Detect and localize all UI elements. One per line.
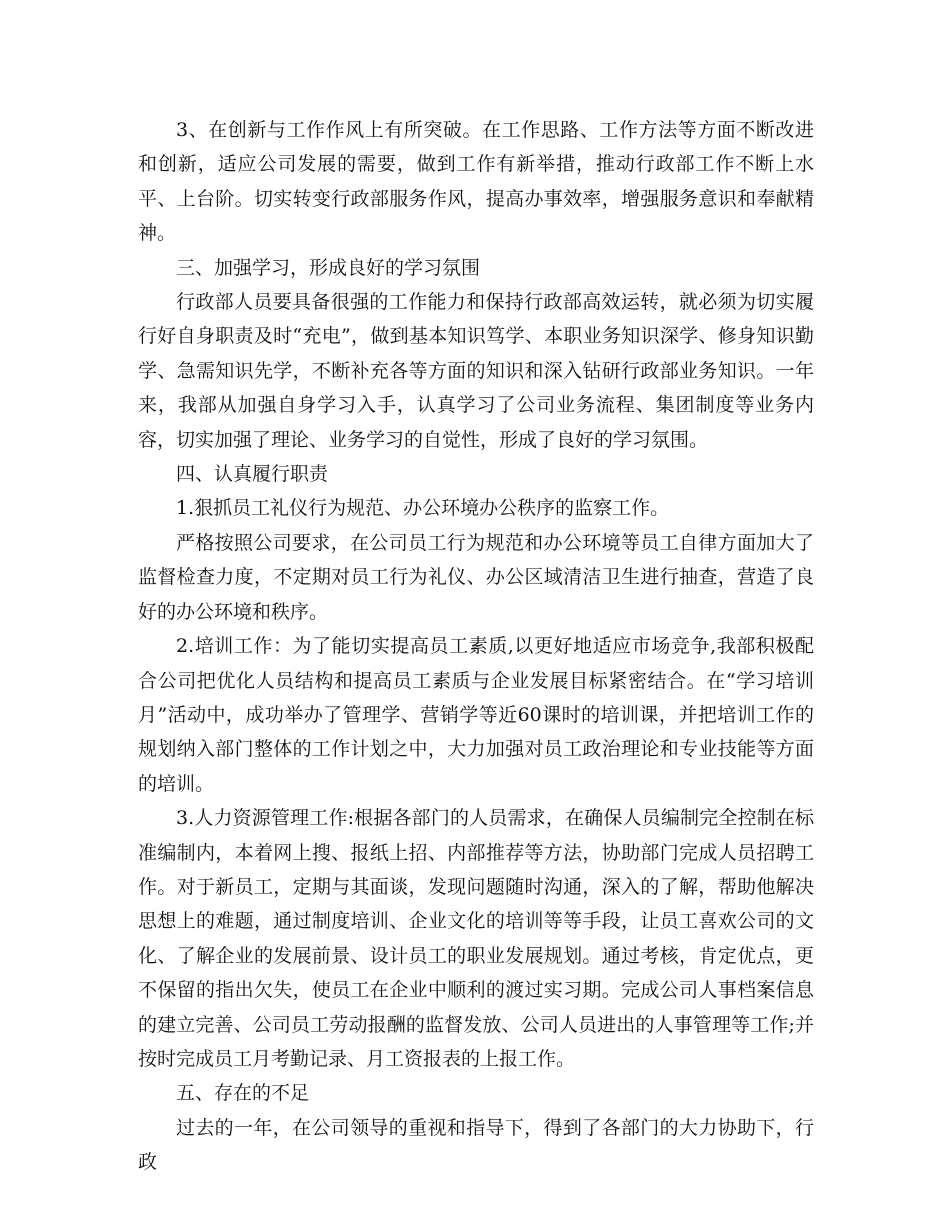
paragraph-etiquette: 严格按照公司要求，在公司员工行为规范和办公环境等员工自律方面加大了监督检查力度，不定期对员工行为礼仪、办公区域清洁卫生进行抽查，营造了良好的办公环境和秩序。: [138, 531, 814, 623]
document-body: [138, 113, 814, 1180]
section-heading-shortcomings: 五、存在的不足: [176, 1082, 310, 1105]
section-heading-learning: 三、加强学习，形成良好的学习氛围: [176, 256, 481, 279]
paragraph-innovation: 3、在创新与工作作风上有所突破。在工作思路、工作方法等方面不断改进和创新，适应公司发展的需要，做到工作有新举措，推动行政部工作不断上水平、上台阶。切实转变行政部服务作风，提高办事效率，增强服务意识和奉献精神。: [138, 119, 814, 245]
section-heading-duties: 四、认真履行职责: [176, 463, 329, 486]
paragraph-etiquette-heading: 1.狠抓员工礼仪行为规范、办公环境办公秩序的监察工作。: [176, 497, 670, 520]
paragraph-training: 2.培训工作：为了能切实提高员工素质,以更好地适应市场竞争,我部积极配合公司把优化人员结构和提高员工素质与企业发展目标紧密结合。在“学习培训月”活动中，成功举办了管理学、营销学等近60课时的培训课，并把培训工作的规划纳入部门整体的工作计划之中，大力加强对员工政治理论和专业技能等方面的培训。: [138, 635, 814, 795]
paragraph-learning: 行政部人员要具备很强的工作能力和保持行政部高效运转，就必须为切实履行好自身职责及时“充电”，做到基本知识笃学、本职业务知识深学、修身知识勤学、急需知识先学，不断补充各等方面的知识和深入钻研行政部业务知识。一年来，我部从加强自身学习入手，认真学习了公司业务流程、集团制度等业务内容，切实加强了理论、业务学习的自觉性，形成了良好的学习氛围。: [138, 291, 814, 451]
paragraph-shortcomings: 过去的一年，在公司领导的重视和指导下，得到了各部门的大力协助下，行政: [138, 1116, 814, 1174]
paragraph-hr: 3.人力资源管理工作:根据各部门的人员需求，在确保人员编制完全控制在标准编制内，本着网上搜、报纸上招、内部推荐等方法，协助部门完成人员招聘工作。对于新员工，定期与其面谈，发现问题随时沟通，深入的了解，帮助他解决思想上的难题，通过制度培训、企业文化的培训等等手段，让员工喜欢公司的文化、了解企业的发展前景、设计员工的职业发展规划。通过考核，肯定优点，更不保留的指出欠失，使员工在企业中顺利的渡过实习期。完成公司人事档案信息的建立完善、公司员工劳动报酬的监督发放、公司人员进出的人事管理等工作;并按时完成员工月考勤记录、月工资报表的上报工作。: [138, 807, 814, 1070]
